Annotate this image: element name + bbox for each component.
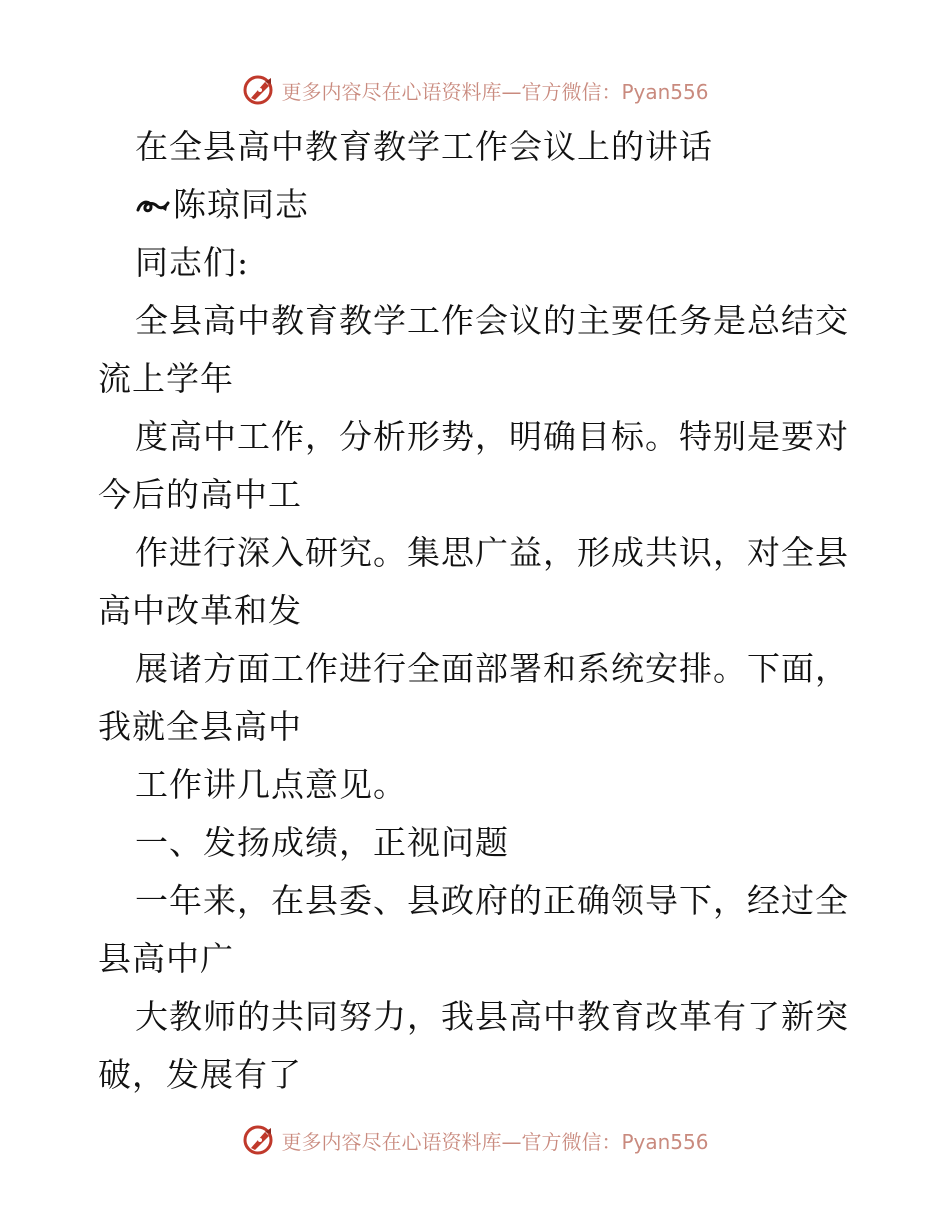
paragraph-line: 我就全县高中 xyxy=(98,707,302,746)
pen-nib-logo-icon xyxy=(241,72,277,108)
document-title: 在全县高中教育教学工作会议上的讲话 xyxy=(135,127,713,166)
watermark-text: 更多内容尽在心语资料库—官方微信：Pyan556 xyxy=(281,1129,709,1154)
paragraph-line: 度高中工作，分析形势，明确目标。特别是要对 xyxy=(135,417,849,456)
decorative-swirl-icon xyxy=(135,194,171,218)
paragraph-line: 破，发展有了 xyxy=(98,1055,302,1094)
section-heading: 一、发扬成绩，正视问题 xyxy=(135,823,509,862)
paragraph-line: 高中改革和发 xyxy=(98,591,302,630)
paragraph-line: 工作讲几点意见。 xyxy=(135,765,407,804)
paragraph-line: 作进行深入研究。集思广益，形成共识，对全县 xyxy=(135,533,849,572)
watermark-text: 更多内容尽在心语资料库—官方微信：Pyan556 xyxy=(281,79,709,104)
paragraph-line: 县高中广 xyxy=(98,939,234,978)
paragraph-line: 全县高中教育教学工作会议的主要任务是总结交 xyxy=(135,301,849,340)
pen-nib-logo-icon xyxy=(241,1122,277,1158)
paragraph-line: 展诸方面工作进行全面部署和系统安排。下面， xyxy=(135,649,849,688)
footer-watermark xyxy=(0,1122,950,1158)
author-line xyxy=(98,176,858,234)
header-watermark xyxy=(0,72,950,108)
paragraph-line: 一年来，在县委、县政府的正确领导下，经过全 xyxy=(135,881,849,920)
document-body xyxy=(98,118,858,1104)
paragraph-line: 大教师的共同努力，我县高中教育改革有了新突 xyxy=(135,997,849,1036)
paragraph-line: 今后的高中工 xyxy=(98,475,302,514)
paragraph-line: 同志们: xyxy=(135,243,250,282)
author-name: 陈琼同志 xyxy=(173,185,309,224)
paragraph-line: 流上学年 xyxy=(98,359,234,398)
